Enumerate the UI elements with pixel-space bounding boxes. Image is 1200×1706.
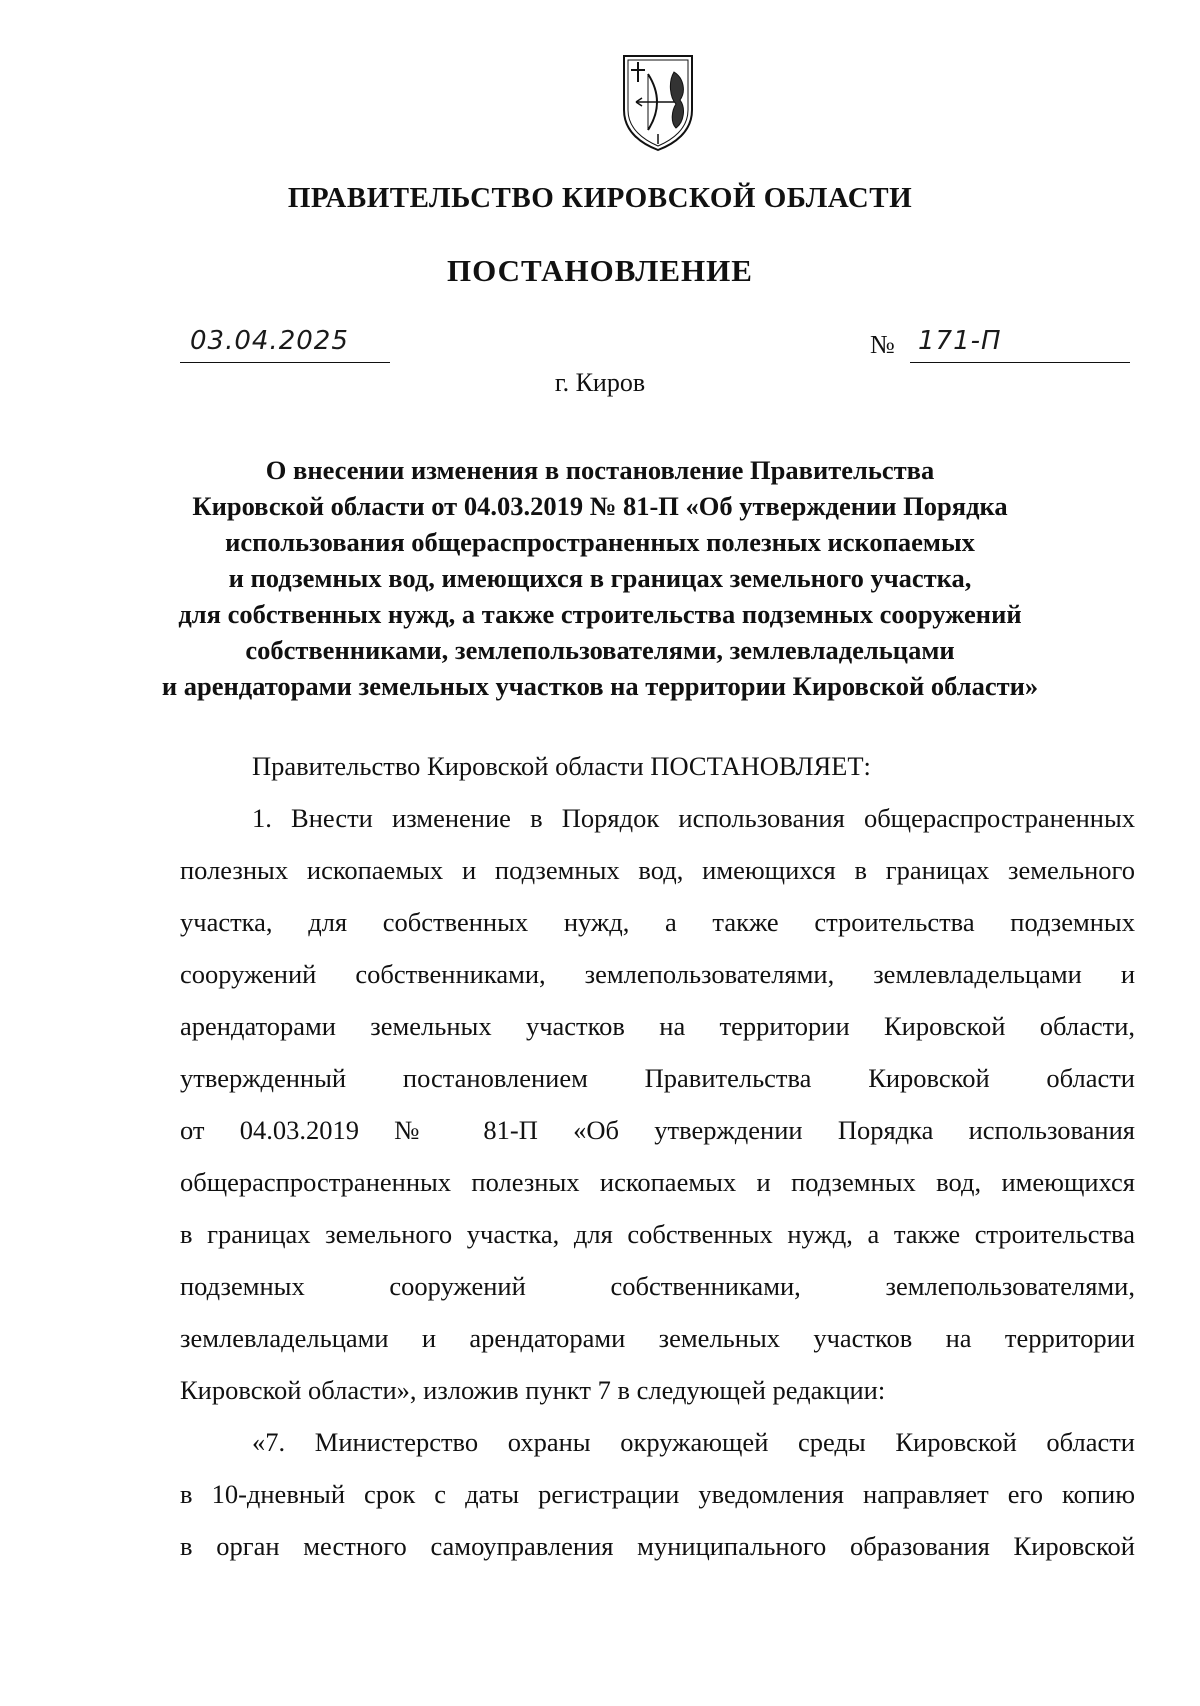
body-line: сооружений собственниками, землепользователями, землевладельцами и xyxy=(180,959,1135,989)
city-name: г. Киров xyxy=(554,368,646,397)
heading-line: О внесении изменения в постановление Правительства xyxy=(265,455,935,485)
body-line: Кировской области», изложив пункт 7 в следующей редакции: xyxy=(180,1375,886,1405)
body-line: полезных ископаемых и подземных вод, имеющихся в границах земельного xyxy=(180,855,1135,885)
heading-line: Кировской области от 04.03.2019 № 81-П «Об утверждении Порядка xyxy=(192,491,1008,521)
handwritten-date: 03.04.2025 xyxy=(190,326,349,356)
body-line: в орган местного самоуправления муниципального образования Кировской xyxy=(180,1531,1135,1561)
body-line: 1. Внести изменение в Порядок использования общераспространенных xyxy=(252,803,1135,833)
body-line: участка, для собственных нужд, а также строительства подземных xyxy=(180,907,1135,937)
body-line: в 10-дневный срок с даты регистрации уведомления направляет его копию xyxy=(180,1479,1135,1509)
date-field xyxy=(180,326,390,363)
heading-line: и арендаторами земельных участков на территории Кировской области» xyxy=(161,671,1039,701)
kirov-coat-of-arms-icon xyxy=(618,52,698,152)
document-type: ПОСТАНОВЛЕНИЕ xyxy=(447,253,753,288)
heading-line: для собственных нужд, а также строительства подземных сооружений xyxy=(178,599,1022,629)
body-line: утвержденный постановлением Правительства Кировской области xyxy=(180,1063,1135,1093)
body-line: подземных сооружений собственниками, землепользователями, xyxy=(180,1271,1135,1301)
handwritten-number: 171-П xyxy=(918,326,1002,356)
document-body xyxy=(180,740,1135,1572)
heading-line: и подземных вод, имеющихся в границах земельного участка, xyxy=(228,563,972,593)
body-line: арендаторами земельных участков на территории Кировской области, xyxy=(180,1011,1135,1041)
body-line: общераспространенных полезных ископаемых и подземных вод, имеющихся xyxy=(180,1167,1135,1197)
number-field xyxy=(910,326,1130,363)
body-line: Правительство Кировской области ПОСТАНОВЛЯЕТ: xyxy=(252,751,871,781)
paragraph-7-quote xyxy=(180,1416,1135,1572)
body-line: от 04.03.2019 № 81-П «Об утверждении Порядка использования xyxy=(180,1115,1135,1145)
body-line: в границах земельного участка, для собственных нужд, а также строительства xyxy=(180,1219,1135,1249)
number-sign: № xyxy=(870,330,895,359)
paragraph-1 xyxy=(180,792,1135,1416)
document-number-block xyxy=(870,326,1130,362)
paragraph-resolution-intro xyxy=(180,740,1135,792)
heading-line: собственниками, землепользователями, землевладельцами xyxy=(245,635,955,665)
document-heading xyxy=(150,452,1050,704)
body-line: «7. Министерство охраны окружающей среды Кировской области xyxy=(252,1427,1135,1457)
heading-line: использования общераспространенных полезных ископаемых xyxy=(225,527,975,557)
organization-title: ПРАВИТЕЛЬСТВО КИРОВСКОЙ ОБЛАСТИ xyxy=(287,182,913,214)
body-line: землевладельцами и арендаторами земельных участков на территории xyxy=(180,1323,1135,1353)
